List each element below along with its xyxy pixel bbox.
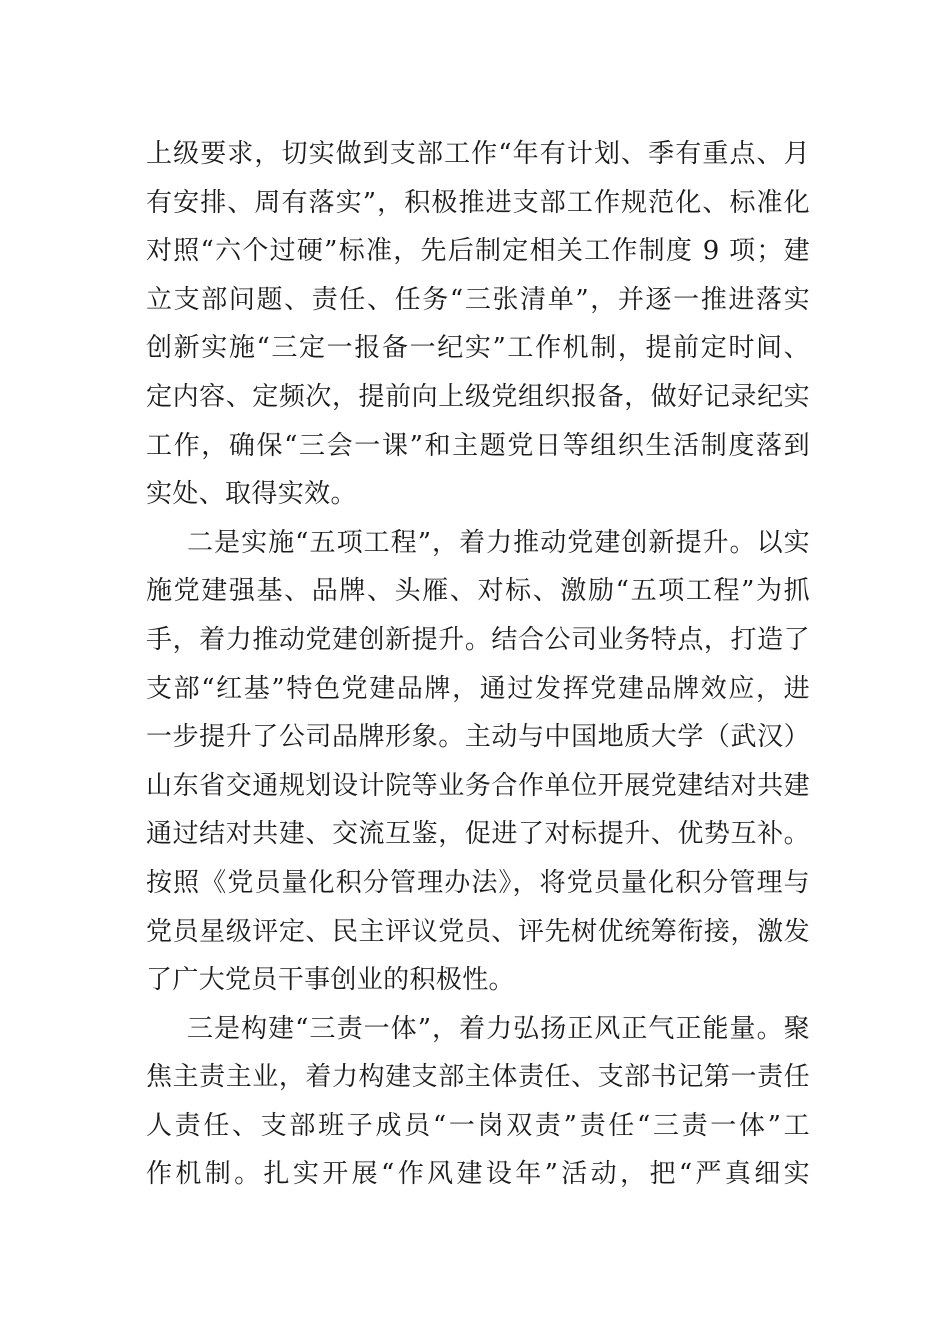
text-line: 人责任、支部班子成员“一岗双责”责任“三责一体”工 (146, 1110, 810, 1141)
text-line: 了广大党员干事创业的积极性。 (146, 965, 515, 996)
text-line: 山东省交通规划设计院等业务合作单位开展党建结对共建 (146, 770, 810, 801)
text-line: 对照“六个过硬”标准，先后制定相关工作制度 9 项；建 (146, 236, 810, 267)
text-line: 支部“红基”特色党建品牌，通过发挥党建品牌效应，进 (146, 673, 810, 704)
text-line: 定内容、定频次，提前向上级党组织报备，做好记录纪实 (146, 381, 810, 412)
paragraph-start-line: 三是构建“三责一体”，着力弘扬正风正气正能量。聚 (187, 1013, 810, 1044)
text-line: 施党建强基、品牌、头雁、对标、激励“五项工程”为抓 (146, 576, 810, 607)
text-line: 手，着力推动党建创新提升。结合公司业务特点，打造了 (146, 624, 810, 655)
text-line: 工作，确保“三会一课”和主题党日等组织生活制度落到 (146, 430, 810, 461)
text-line: 按照《党员量化积分管理办法》，将党员量化积分管理与 (146, 867, 810, 898)
text-line: 党员星级评定、民主评议党员、评先树优统筹衔接，激发 (146, 916, 810, 947)
body-text (146, 130, 810, 1199)
text-line: 通过结对共建、交流互鉴，促进了对标提升、优势互补。 (146, 819, 810, 850)
text-line: 有安排、周有落实”，积极推进支部工作规范化、标准化 (146, 187, 810, 218)
text-line: 一步提升了公司品牌形象。主动与中国地质大学（武汉） (146, 722, 810, 753)
text-line: 实处、取得实效。 (146, 479, 357, 510)
text-line: 立支部问题、责任、任务“三张清单”，并逐一推进落实 (146, 284, 810, 315)
text-line: 上级要求，切实做到支部工作“年有计划、季有重点、月 (146, 139, 810, 169)
text-line: 创新实施“三定一报备一纪实”工作机制，提前定时间、 (146, 333, 810, 364)
text-line: 焦主责主业，着力构建支部主体责任、支部书记第一责任 (146, 1062, 810, 1093)
text-line: 作机制。扎实开展“作风建设年”活动，把“严真细实 (146, 1159, 810, 1190)
paragraph-start-line: 二是实施“五项工程”，着力推动党建创新提升。以实 (187, 527, 810, 558)
